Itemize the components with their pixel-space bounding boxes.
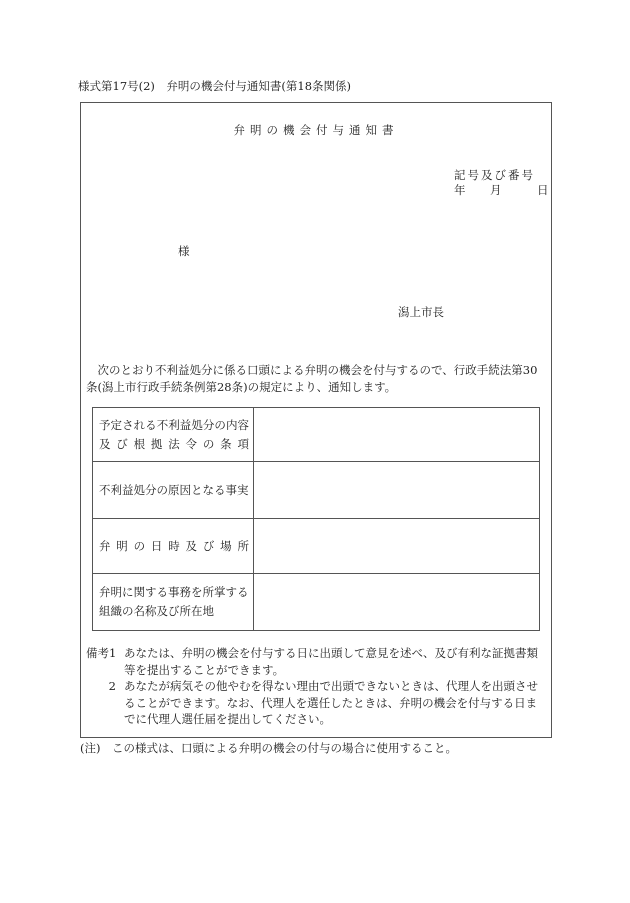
note-item	[86, 678, 548, 728]
addressee-suffix: 様	[178, 244, 190, 258]
row-label-cause: 不利益処分の原因となる事実	[93, 462, 254, 519]
row-label-organization: 弁明に関する事務を所掌する組織の名称及び所在地	[93, 574, 254, 631]
date-line	[454, 182, 549, 198]
date-month: 月	[490, 183, 502, 197]
row-value-cause	[254, 462, 540, 519]
row-value-organization	[254, 574, 540, 631]
body-paragraph	[86, 362, 546, 396]
date-day: 日	[537, 183, 549, 197]
row-value-disposition	[254, 408, 540, 462]
info-table	[92, 407, 540, 631]
reference-number-label: 記号及び番号	[454, 168, 535, 182]
row-value-hearing-datetime	[254, 519, 540, 574]
row-label-disposition: 予定される不利益処分の内容及び根拠法令の条項	[93, 408, 254, 462]
table-row	[93, 408, 540, 462]
table-row	[93, 519, 540, 574]
table-row	[93, 462, 540, 519]
table-row	[93, 574, 540, 631]
document-title: 弁明の機会付与通知書	[233, 123, 399, 137]
form-header: 様式第17号(2) 弁明の機会付与通知書(第18条関係)	[78, 79, 352, 93]
notes-section	[86, 645, 548, 728]
date-year: 年	[454, 183, 466, 197]
footnote-text: この様式は、口頭による弁明の機会の付与の場合に使用すること。	[111, 741, 457, 755]
note-text: あなたが病気その他やむを得ない理由で出頭できないときは、代理人を出頭させることができます。なお、代理人を選任したときは、弁明の機会を付与する日までに代理人選任届を提出してください。	[124, 679, 538, 726]
footnote	[80, 740, 457, 756]
body-text: 次のとおり不利益処分に係る口頭による弁明の機会を付与するので、行政手続法第30条(潟上市行政手続条例第28条)の規定により、通知します。	[86, 363, 538, 394]
note-number: 2	[108, 679, 116, 693]
row-label-hearing-datetime: 弁明の日時及び場所	[93, 519, 254, 574]
issuer-name: 潟上市長	[398, 305, 444, 319]
footnote-label: (注)	[80, 741, 101, 755]
note-item	[86, 645, 548, 678]
note-text: あなたは、弁明の機会を付与する日に出頭して意見を述べ、及び有利な証拠書類等を提出することができます。	[124, 646, 538, 677]
note-number: 備考1	[86, 646, 117, 660]
